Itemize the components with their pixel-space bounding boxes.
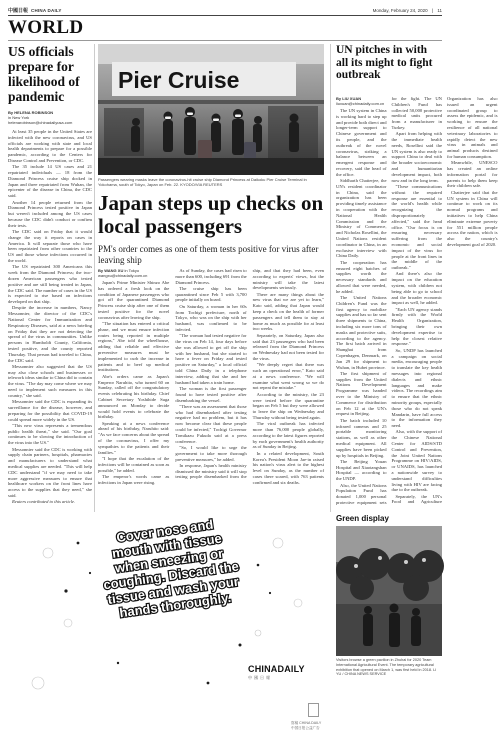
main-paragraph: Abe's orders came as Japan's Emperor Naruhito, who turned 60 on Sunday, called off the congratulatory events celebrating his birthday. Chief Cabinet Secretary Yoshihide Suga announced on Monday to decide would hold events to celebrate the birthday. — [98, 373, 170, 420]
main-body — [98, 268, 324, 512]
right-paragraph: The United Nations Children's Fund was the first agency to mobilize supplies and has so far sent three shipments to China, including six more tons of masks and protective suits, according to the agency. The first batch arrived in Shanghai from Copenhagen, Denmark, on Jan 29 for shipment to Wuhan, in Hubei province. — [336, 295, 387, 370]
right-story-headline — [336, 44, 442, 82]
right-paragraph: Apart from helping with the immediate health needs, Rosellini said the UN system is also ready to support China to deal with the broader socioeconomic and humanitarian development impact, both now and in the long term. — [391, 131, 442, 183]
left-headline: US officials prepare for likelihood of pandemic — [8, 44, 80, 104]
right-paragraph: The first shipment of supplies from the United Nations Development Programme was handed over to the Ministry of Commerce for distribution on Feb 12 at the UN's request in Beijing. — [336, 370, 387, 417]
right-paragraph: Meanwhile, UNESCO has created an online information portal for parents to help them keep their children safe. — [447, 160, 498, 189]
right-paragraph: "These communications without the required response are essential to the world's health while recognizing the disproportionately affected," said the head office. "Our focus is on ensuring necessary suffering from the economic and social impact of the virus for people at the front lines in the middle of the outbreak." — [391, 183, 442, 271]
right-paragraph: So, UNDP has launched a campaign on social media, encouraging people to translate the key health messages into regional dialects and ethnic languages and make videos. The recordings aim to ensure that the ethnic minority groups, especially those who do not speak Mandarin, have full access to the information they need. — [391, 347, 442, 429]
luggage — [244, 142, 256, 160]
main-byline-place: in Tokyo — [124, 268, 140, 273]
main-paragraph: "The woman had tested negative for the virus on Feb 14, four days before she was allowed to get off the ship with her husband, but she started to have a fever on Friday and tested positive on Saturday," a local official told China Daily in a telephone interview, adding that she and her husband had taken a train home. — [175, 333, 247, 385]
right-paragraph: Chatterjee said that the UN system in China will continue to work on its normal programs and initiatives to help China eliminate extreme poverty for 551 million people across the nation, which is also the country's development goal of 2020. — [447, 189, 498, 247]
main-story-headline — [98, 192, 324, 238]
right-paragraph: And there's also the impact on the education system, with children not being able to go to school and the broader economic impact as well, he added. — [391, 271, 442, 306]
left-paragraph: Despite the increase in numbers, Nancy Messonnier, the director of the CDC's National Center for Immunization and Respiratory Diseases, said at a news briefing on Friday that they are not detecting the spread of the virus in communities. Unlike persons in Humboldt County, California, tested positive, and the county reported Thursday. That person had traveled to China, the CDC said. — [8, 305, 92, 363]
right-headline: UN pitches in with all its might to fight outbreak — [336, 44, 433, 81]
main-paragraph: "So, I would like to urge the government to take more thorough preventive measures," he added. — [175, 444, 247, 462]
masthead-separator: | — [431, 7, 434, 13]
right-paragraph: The Beijing Youan Hospital and Xiaotangshan Hospital — according to the UNDP. — [336, 458, 387, 482]
green-display-title: Green display — [336, 514, 389, 523]
main-paragraph: Speaking at a news conference ahead of his birthday, Naruhito said: "As we face concerns about the spread of the coronavirus, I offer my sympathies to the patients and their families." — [98, 420, 170, 455]
main-paragraph: The cruise ship has been quarantined since Feb 5 with 3,700 people initially on board. — [175, 285, 247, 303]
left-story — [8, 44, 92, 512]
green-display-photo-art — [336, 526, 442, 656]
left-paragraph: Messonnier said the CDC is expanding its surveillance for the disease, however, and preparing for the possibility that COVID-19 could spread more widely in the US. — [8, 399, 92, 422]
main-paragraph: The woman is the first passenger found to have tested positive after disembarking the vessel. — [175, 385, 247, 403]
right-byline-name: By LIU XUAN — [336, 96, 362, 101]
right-body — [336, 96, 498, 510]
right-paragraph: Also, the United Nations Population Fund has donated 1,000 personal protective equipment sets for the fight. The UN Children's Fund has collected 50,000 protective medical units procured from a manufacturer in Turkey. — [336, 96, 442, 505]
main-paragraph: As of Sunday, the cases had risen to more than 600, including 691 from the Diamond Princess. — [175, 268, 247, 285]
main-byline-name: By WANG XU — [98, 268, 124, 273]
column-divider — [94, 44, 95, 512]
main-paragraph: The emperor's words came as infections in Japan were rising. — [98, 473, 170, 485]
paper-name: CHINA DAILY — [31, 7, 62, 13]
left-byline-name: By HELENA ROBINSON — [8, 110, 54, 115]
left-paragraph: "This new virus represents a tremendous public health threat," she said. "Our goal continues to be slowing the introduction of the virus into the US." — [8, 422, 92, 446]
left-paragraph: The 35 include 14 US cases and 21 repatriated individuals — 18 from the Diamond Princess cruise ship docked in Japan and three repatriated from Wuhan, the epicenter of the disease in China, the CDC said. — [8, 164, 92, 199]
cruise-terminal-photo — [98, 44, 324, 175]
left-paragraph: The US repatriated 300 Americans this week from the Diamond Princess; the two-dozen American passengers who tested positive and are still being treated in Japan, the CDC said. The number of cases in the US is expected to rise based on infections developed on that ship. — [8, 264, 92, 305]
green-display-photo — [336, 526, 442, 656]
pier-cruise-sign: Pier Cruise — [118, 67, 240, 93]
column-divider — [330, 44, 331, 512]
left-contributor-note: Reuters contributed to this article. — [12, 499, 76, 505]
psa-logo-chinese: 中國日報 — [248, 675, 272, 680]
main-paragraph: "There was an assessment that those who had disembarked after testing negative had no problem, but it has now become clear that these people could be infected," Tochigi Governor Tomikazu Fukuda said at a press conference. — [175, 403, 247, 444]
photo-caption: Passengers wearing masks leave the coronavirus-hit cruise ship Diamond Princess at Daikoku Pier Cruise Terminal in Yokohama, south of Tokyo, Japan on Feb. 22. KYODO/VIA REUTERS — [98, 177, 307, 187]
right-paragraph: The UN system in China is working hard to step up and provide both direct and longer-term support to Chinese government and its people, and the outbreak of the novel coronavirus, striking a balance between an emergent response and recovery, said the head of the office. — [336, 108, 387, 177]
left-paragraph: The CDC said on Friday that it would change the way it reports on cases in America. It will separate those who have been repatriated from other countries to the US and those whose infections occurred in the world. — [8, 229, 92, 264]
masthead-logo: 中國日報 — [8, 7, 29, 14]
main-paragraph: On Saturday, a woman in her 60s from Tochigi prefecture, north of Tokyo, who was on the ship with her husband, was confirmed to be infected. — [175, 303, 247, 332]
main-headline: Japan steps up checks on local passengers — [98, 191, 324, 238]
psa-footer — [291, 721, 321, 730]
main-paragraph: "We deeply regret that there was such an operational error," Kato said at a news conference. "We will examine what went wrong so we do not repeat the mistake." — [252, 362, 324, 391]
right-byline — [336, 96, 387, 106]
right-paragraph: Siddharth Chatterjee, the UN's resident coordinator in China, said the organization has been providing timely assistance in cooperation with the National Health Commission and the Ministry of Commerce, and Nicholas Rosellini, the United Nations resident coordinator in China, in an exclusive interview with China Daily. — [336, 178, 387, 259]
left-byline-email: helenarobinson@chinadailyusa.com — [8, 120, 73, 125]
top-rule — [8, 15, 442, 16]
left-byline-place: in New York — [8, 115, 30, 120]
public-service-ad — [8, 513, 326, 739]
left-paragraph: Messonnier said the CDC is working with supply chain partners, hospitals, pharmacies and manufacturers to understand what medical supplies are needed. "This will help CDC understand "if we may need to take more aggressive measures to ensure that healthcare workers on the front lines have access to the supplies that they need," she said. — [8, 446, 92, 498]
main-story-body — [98, 268, 324, 512]
main-paragraph: There are many things about the new virus that we are yet to learn," Kato said, adding that Japan would keep a check on the health of former passengers and tell them to stay at home as much as possible for at least two weeks. — [252, 291, 324, 332]
issue-date: Monday, February 24, 2020 — [372, 7, 428, 13]
psa-logo: CHINADAILY — [248, 664, 305, 674]
cruise-terminal-photo-art — [98, 44, 324, 175]
main-paragraph: "I hope that the escalation of the infections will be contained as soon as possible," he added. — [98, 455, 170, 473]
right-byline-email: liuxuan@chinadaily.com.cn — [336, 101, 385, 106]
main-paragraph: The viral outbreak has infected more than 76,000 people globally, according to the latest figures reported by each government's health authority as of Sunday in Beijing. — [252, 421, 324, 450]
main-byline-email: wangxu@chinadaily.com.cn — [98, 273, 148, 278]
left-byline — [8, 110, 92, 125]
main-paragraph: In a related development, South Korea's President Moon Jae-in raised his nation's virus alert to the highest level on Sunday, as the number of cases there soared, with 763 patients confirmed and six deaths. — [252, 450, 324, 485]
left-paragraph: Another 14 people returned from the Diamond Princess tested positive in Japan but weren't included among the US cases because the CDC didn't conduct or confirm their tests. — [8, 199, 92, 228]
psa-seal-icon — [308, 703, 319, 717]
right-paragraph: The batch included 10 infrared cameras and 25 portable monitoring stations, as well as other medical equipment. All supplies have been picked up by hospitals in Beijing. — [336, 417, 387, 458]
main-paragraph: "The situation has entered a critical phase, and we must ensure infection routes being reported in multiple regions," Abe told the wheelhouse, adding that reliable and effective preventive measures must be implemented to curb the increase in patients and to beef up medical institutions. — [98, 321, 170, 373]
main-byline — [98, 268, 169, 278]
left-paragraph: Messonnier also suggested that the US may also close schools and businesses or telework ideas similar to China did to contain the virus. "The day may come where we may need to implement such measures in this country," she said. — [8, 363, 92, 398]
psa-message: Cover nose and mouth with tissue when sneezing or coughing. Discard the tissue and wash your hands thoroughly. — [102, 516, 240, 621]
left-paragraph: At least 35 people in the United States are infected with the new coronavirus, and US officials are working with state and local health departments to prepare for a possible pandemic, according to the Centers for Disease Control and Prevention, or CDC. — [8, 129, 92, 163]
main-story-deck — [98, 244, 324, 265]
masthead — [8, 5, 442, 15]
right-paragraph: The cooperation has ensured eight batches of supplies worth the necessary standards and allowed that were needed, he added. — [336, 259, 387, 294]
main-paragraph: Separately, on Saturday, Japan also said that 23 passengers who had been released from the Diamond Princess on Wednesday had not been tested for the virus. — [252, 332, 324, 361]
main-paragraph: According to the ministry, the 23 were tested before the quarantine began on Feb 5 but they were allowed to leave the ship on Wednesday and Thursday without being tested again. — [252, 391, 324, 420]
main-paragraph: Japan's Prime Minister Shinzo Abe has ordered a fresh look on the condition of Japanese passengers who got off the quarantined Diamond Princess cruise ship after one of them tested positive for the novel coronavirus after leaving the ship. — [98, 280, 170, 320]
psa-footer-line: 寫稿 CHINA DAILY — [291, 721, 322, 725]
psa-footer-line: 中国日报公益广告 — [291, 725, 320, 730]
right-paragraph: Separately, the UN's Food and Agriculture Organization has also issued an urgent coordinated group to assess the epidemic, and is working to ensure the resilience of all national veterinary laboratories to rapidly detect the new virus in animals and animal products destined for human consumption. — [391, 96, 498, 505]
section-rule — [8, 40, 442, 41]
left-body — [8, 129, 92, 505]
main-paragraph: In response, Japan's health ministry dismissed the ministry said it will stop testing people disembarked from the ship, and that they had been, even according to experts' views, but the ministry will take the latest developments seriously. — [175, 268, 324, 480]
section-title: WORLD — [8, 17, 84, 38]
right-paragraph: "Each UN agency stands firmly with the World Health Organization, bringing their own development expertise to help the closest relative response." — [391, 306, 442, 347]
green-display-caption: Visitors browse a green pavilion in Zhuhai for 2020 Team International Agricultural Event. The temporary agricultural exhibition that opened on March 1, was first held in 2018. LI YU / CHINA NEWS SERVICE — [336, 658, 437, 677]
right-story-body — [336, 96, 498, 510]
right-paragraph: Also, with the support of the Chinese National Center for AIDS/STD Control and Prevention, the Joint United Nations Programme on HIV/AIDS, or UNAIDS, has launched a nationwide survey to understand difficulties living with HIV are facing due to the outbreak. — [391, 429, 442, 493]
masthead-right — [370, 8, 442, 13]
page-number: 11 — [437, 7, 442, 13]
luggage — [198, 140, 212, 160]
main-deck: PM's order comes as one of them tests positive for virus after leaving ship — [98, 244, 319, 265]
